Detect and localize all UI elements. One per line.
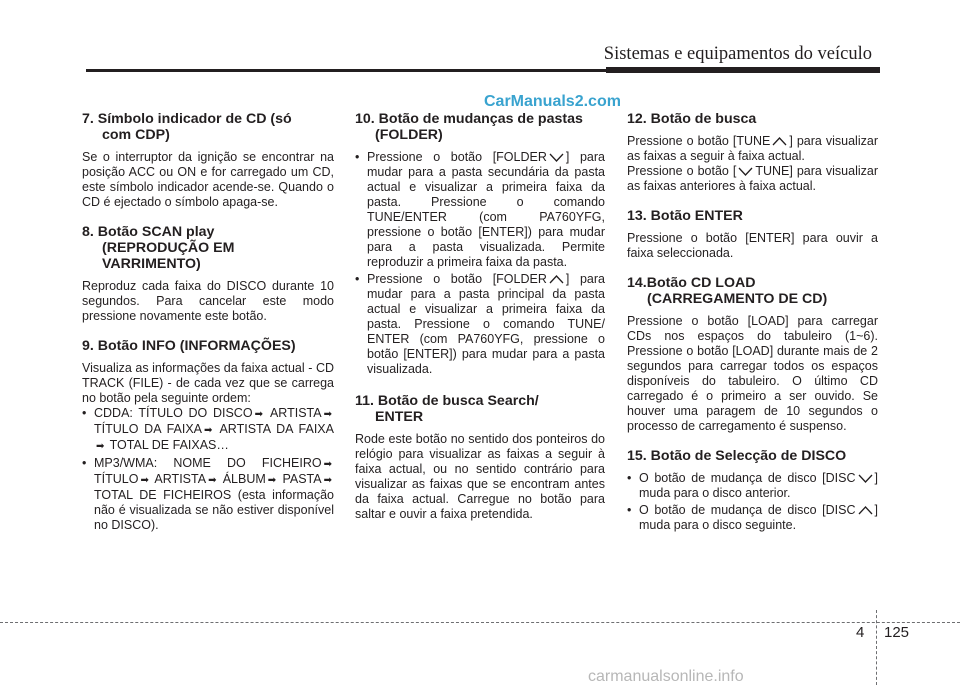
heading-15: 15. Botão de Selecção de DISCO bbox=[627, 448, 847, 464]
arrow-right-icon: ➡ bbox=[267, 475, 277, 486]
paragraph-14: Pressione o botão [LOAD] para carregar CDs nos espaços do tabuleiro (1~6). Pressione o botão [LOAD] durante mais de 2 segundos para carregar todos os espaços disponíveis do tabuleiro. O último CD carregado é o primeiro a ser ouvido. Se houver uma paragem de 10 segundos o processo de carregamento é suspenso. bbox=[627, 314, 878, 433]
arrow-right-icon: ➡ bbox=[140, 475, 149, 486]
column-2 bbox=[355, 111, 605, 522]
arrow-right-icon: ➡ bbox=[208, 475, 217, 486]
heading-7: 7. Símbolo indicador de CD (só com CDP) bbox=[82, 111, 292, 143]
paragraph-8: Reproduz cada faixa do DISCO durante 10 segundos. Para cancelar este modo pressione novamente este botão. bbox=[82, 279, 334, 323]
paragraph-11: Rode este botão no sentido dos ponteiros do relógio para visualizar as faixas a seguir à faixa actual, ou no sentido contrário para visualizar as faixas que se encontram antes da faixa actual. Carregue no botão para saltar e ouvir a faixa pretendida. bbox=[355, 432, 605, 521]
paragraph-12-up: Pressione o botão [TUNE ] para visualizar as faixas a seguir à faixa actual. bbox=[627, 134, 878, 163]
chevron-down-icon bbox=[738, 167, 753, 176]
heading-9: 9. Botão INFO (INFORMAÇÕES) bbox=[82, 338, 296, 354]
chapter-number: 4 bbox=[856, 624, 865, 641]
heading-12: 12. Botão de busca bbox=[627, 111, 757, 127]
page-number: 125 bbox=[884, 624, 910, 641]
column-3 bbox=[627, 111, 878, 535]
arrow-right-icon: ➡ bbox=[323, 459, 332, 470]
column-1 bbox=[82, 111, 334, 535]
arrow-right-icon: ➡ bbox=[323, 409, 332, 420]
arrow-right-icon: ➡ bbox=[96, 441, 105, 452]
arrow-right-icon: ➡ bbox=[323, 475, 332, 486]
heading-10: 10. Botão de mudanças de pastas (FOLDER) bbox=[355, 111, 583, 143]
header-tab bbox=[606, 67, 880, 73]
watermark-top[interactable]: CarManuals2.com bbox=[484, 93, 621, 110]
heading-8: 8. Botão SCAN play (REPRODUÇÃO EM VARRIMENTO) bbox=[82, 224, 235, 272]
footer-divider bbox=[876, 610, 877, 685]
paragraph-7: Se o interruptor da ignição se encontrar na posição ACC ou ON e for carregado um CD, este símbolo indicador acende-se. Quando o CD é ejectado o símbolo apaga-se. bbox=[82, 150, 334, 209]
list-item-folder-up: • Pressione o botão [FOLDER ] para mudar para a pasta principal da pasta actual e visualizar a primeira faixa da pasta. Pressione o comando TUNE/ ENTER (com PA760YFG, pressione o botão [ENTER]) para mudar para a pasta visualizada. bbox=[355, 272, 605, 377]
heading-13: 13. Botão ENTER bbox=[627, 208, 743, 224]
list-item-folder-down: • Pressione o botão [FOLDER ] para mudar para a pasta secundária da pasta actual e visualizar a primeira faixa da pasta. Pressione o comando TUNE/ENTER (com PA760YFG, pressione o botão [ENTER]) para mudar para a pasta visualizada. Permite reproduzir a primeira faixa da pasta. bbox=[355, 150, 605, 270]
heading-14: 14.Botão CD LOAD (CARREGAMENTO DE CD) bbox=[627, 275, 828, 307]
list-item-cdda: • CDDA: TÍTULO DO DISCO ➡ ARTISTA ➡ TÍTULO DA FAIXA ➡ ARTISTA DA FAIXA➡ TOTAL DE FAIXAS… bbox=[82, 406, 334, 454]
paragraph-12-down: Pressione o botão [ TUNE] para visualizar as faixas anteriores à faixa actual. bbox=[627, 164, 878, 193]
paragraph-9: Visualiza as informações da faixa actual - CD TRACK (FILE) - de cada vez que se carrega no botão pela seguinte ordem: bbox=[82, 361, 334, 405]
arrow-right-icon: ➡ bbox=[254, 409, 263, 420]
footer-rule bbox=[0, 622, 960, 623]
list-item-disc-up: • O botão de mudança de disco [DISC ] muda para o disco seguinte. bbox=[627, 503, 878, 533]
watermark-bottom[interactable]: carmanualsonline.info bbox=[588, 668, 744, 685]
paragraph-13: Pressione o botão [ENTER] para ouvir a faixa seleccionada. bbox=[627, 231, 878, 260]
chevron-up-icon bbox=[549, 275, 564, 284]
header-title: Sistemas e equipamentos do veículo bbox=[603, 44, 872, 64]
list-item-mp3: • MP3/WMA: NOME DO FICHEIRO ➡ TÍTULO ➡ ARTISTA ➡ ÁLBUM ➡ PASTA ➡ TOTAL DE FICHEIROS (esta informação não é visualizada se não estiver disponível no DISCO). bbox=[82, 456, 334, 533]
arrow-right-icon: ➡ bbox=[204, 425, 213, 436]
heading-11: 11. Botão de busca Search/ ENTER bbox=[355, 393, 539, 425]
chevron-up-icon bbox=[772, 137, 787, 146]
chevron-up-icon bbox=[858, 506, 873, 515]
chevron-down-icon bbox=[549, 153, 564, 162]
list-item-disc-down: • O botão de mudança de disco [DISC ] muda para o disco anterior. bbox=[627, 471, 878, 501]
chevron-down-icon bbox=[858, 474, 873, 483]
